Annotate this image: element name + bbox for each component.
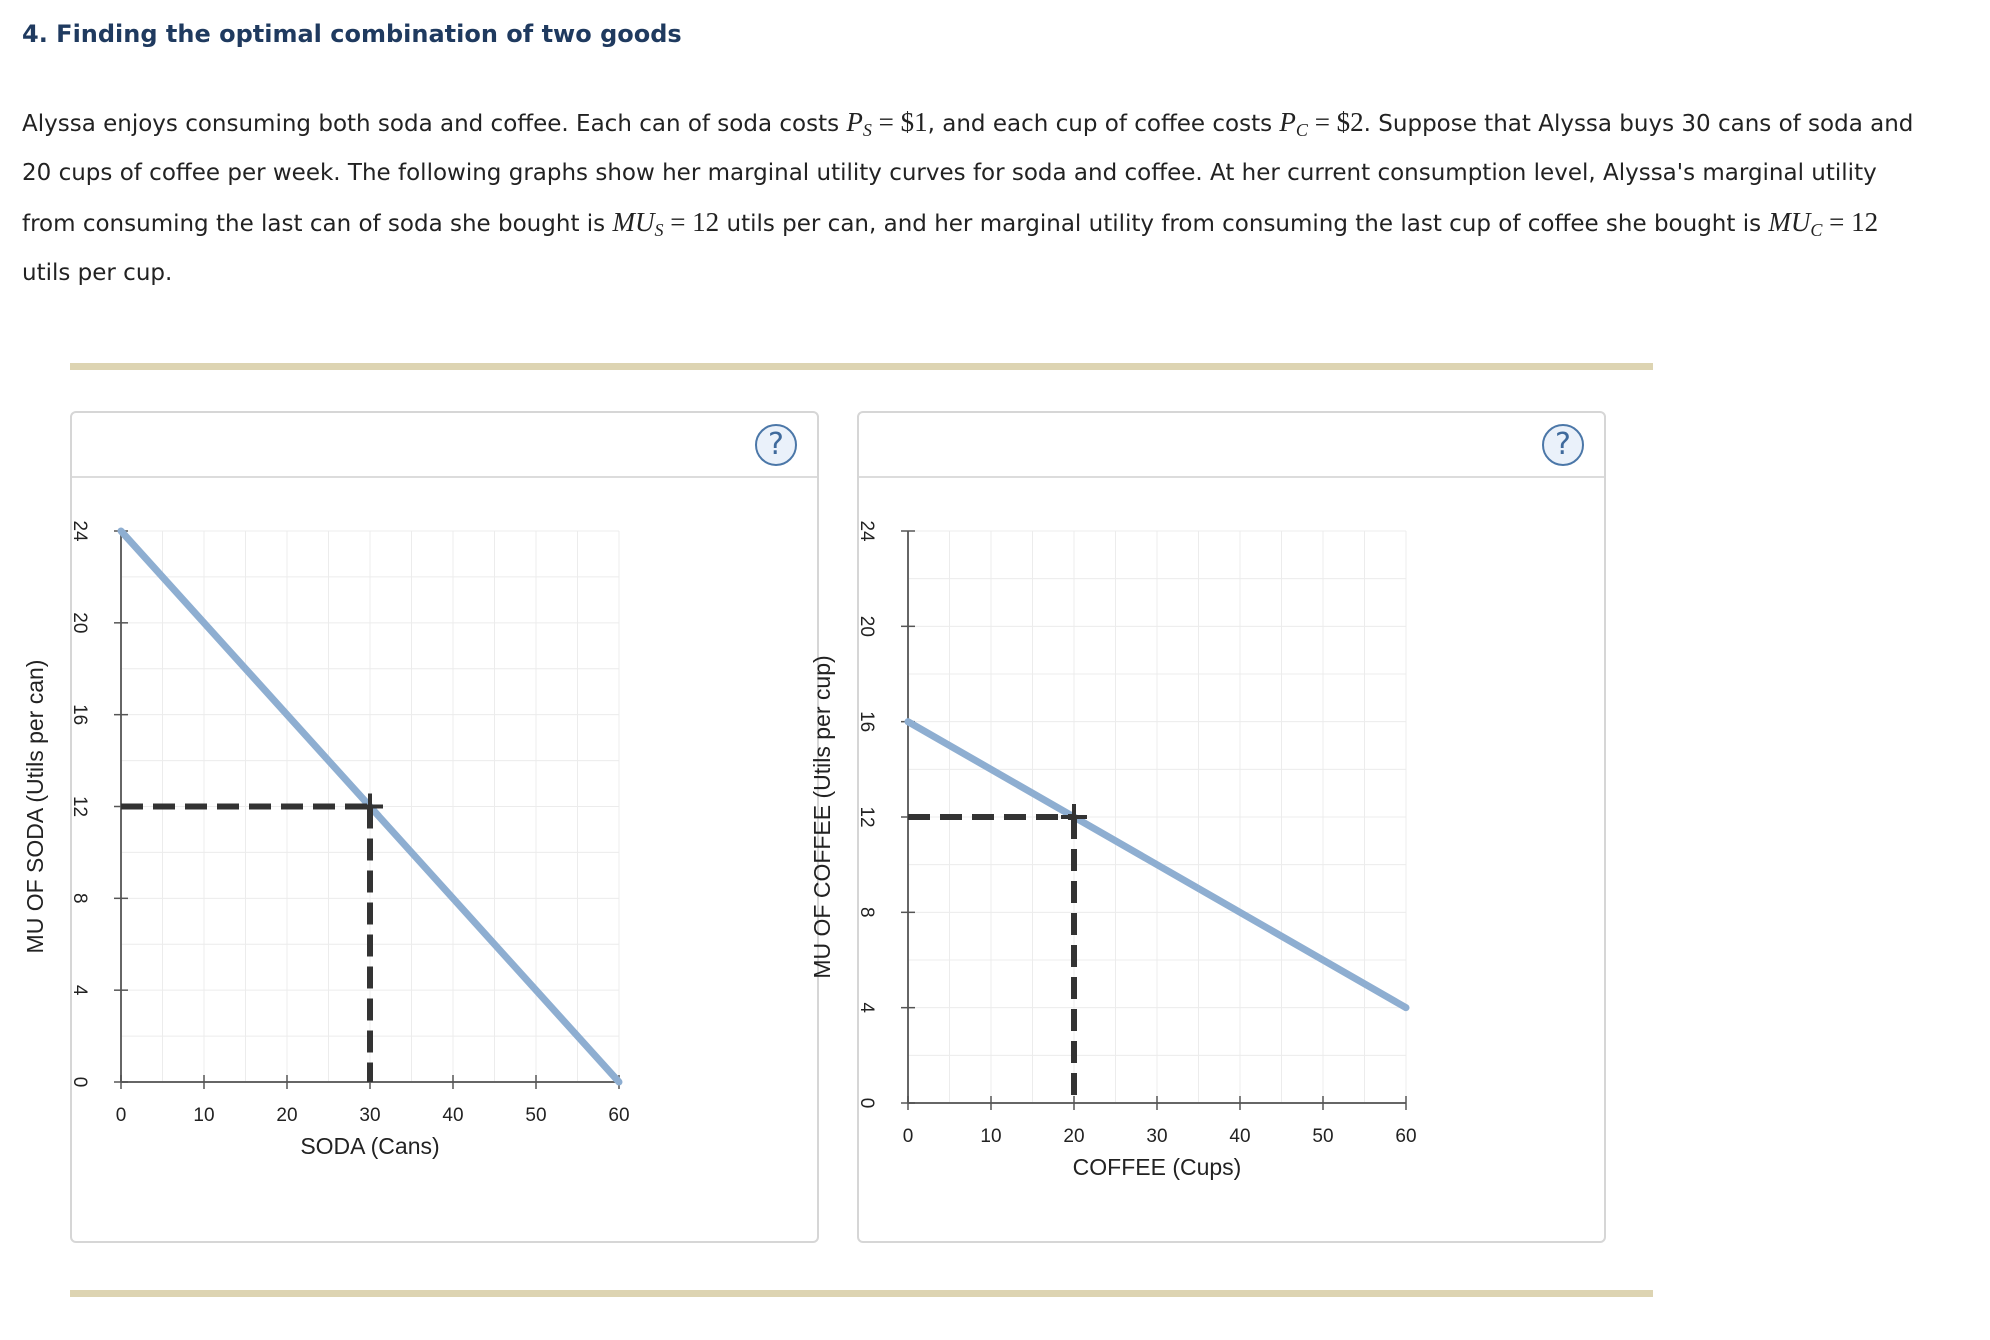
coffee-mu-chart[interactable] [809,476,1604,1241]
y-tick-label: 24 [855,520,877,542]
question-text: Alyssa enjoys consuming both soda and coffee. Each can of soda costs $P_S$ = $1, and each cup of coffee costs $P_C$ = $2. Suppose that Alyssa buys 30 cans of soda and 20 cups of coffee per week. The following graphs show her marginal utility curves for soda and coffee. At her current consumption level, Alyssa's marginal utility from consuming the last can of soda she bought is $MU_S = 12$ utils per can, and her marginal utility from consuming the last cup of coffee she bought is $MU_C = 12$ utils per cup. [22,107,1914,286]
y-tick-label: 12 [855,806,877,828]
price-coffee-math: $P_C$ = $2 [1279,107,1364,140]
y-tick-label: 16 [855,711,877,733]
soda-graph-panel [22,411,819,1243]
page-title: 4. Finding the optimal combination of two goods [22,20,682,48]
y-tick-label: 0 [68,1076,90,1088]
x-tick-label: 50 [525,1105,547,1126]
x-tick-label: 10 [193,1105,215,1126]
x-tick-label: 40 [442,1105,464,1126]
y-axis-title: MU OF SODA (Utils per can) [22,659,49,954]
x-tick-label: 10 [980,1126,1002,1147]
mu-soda-math: $MU_S = 12$ [612,207,720,240]
x-tick-label: 0 [902,1126,914,1147]
y-tick-label: 0 [855,1097,877,1109]
x-tick-label: 30 [1146,1126,1168,1147]
y-tick-label: 24 [68,520,90,542]
x-tick-label: 30 [359,1105,381,1126]
y-tick-label: 4 [68,984,90,996]
y-tick-label: 4 [855,1002,877,1013]
x-tick-label: 60 [1395,1126,1417,1147]
help-icon[interactable]: ? [1542,424,1584,466]
y-tick-label: 8 [855,907,877,918]
y-tick-label: 8 [68,893,90,904]
coffee-panel-header [859,413,1604,478]
y-tick-label: 20 [855,615,877,637]
soda-panel-header [72,413,817,478]
x-tick-label: 60 [608,1105,630,1126]
bottom-divider [70,1290,1653,1297]
coffee-graph-panel [809,411,1606,1243]
price-soda-math: $P_S$ = $1 [846,107,928,140]
x-axis-title: SODA (Cans) [300,1133,440,1159]
mu-coffee-math: $MU_C = 12$ [1768,207,1879,240]
x-tick-label: 20 [276,1105,298,1126]
y-tick-label: 20 [68,612,90,634]
y-tick-label: 16 [68,704,90,726]
x-tick-label: 40 [1229,1126,1251,1147]
soda-mu-chart[interactable] [22,476,817,1241]
help-icon[interactable]: ? [755,424,797,466]
x-tick-label: 20 [1063,1126,1085,1147]
y-axis-title: MU OF COFFEE (Utils per cup) [809,655,836,979]
x-tick-label: 0 [115,1105,127,1126]
x-tick-label: 50 [1312,1126,1334,1147]
top-divider [70,363,1653,370]
y-tick-label: 12 [68,795,90,818]
x-axis-title: COFFEE (Cups) [1072,1154,1242,1180]
